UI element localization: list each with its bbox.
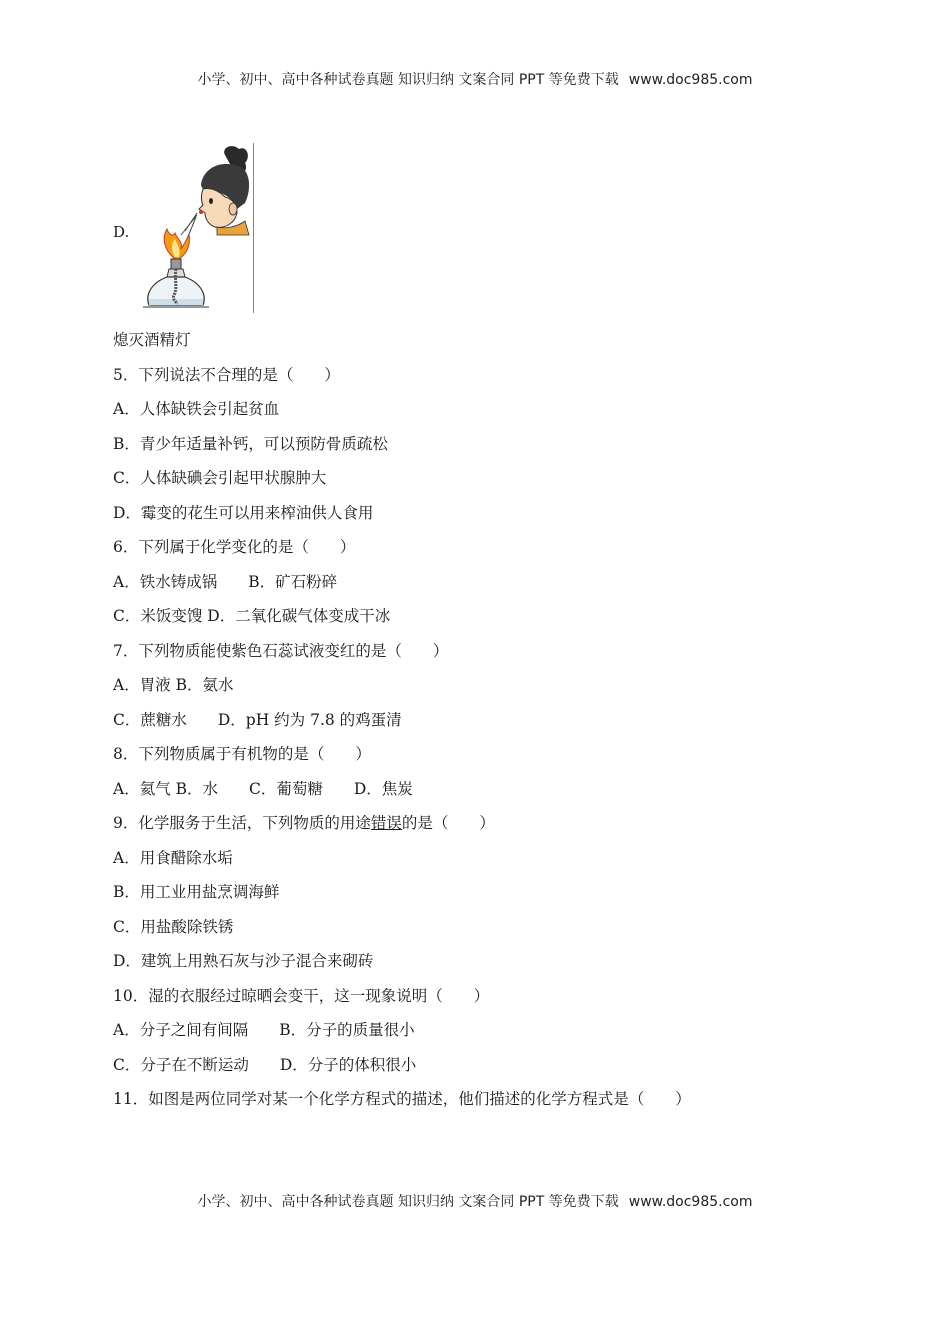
page-header [0, 69, 950, 89]
question-5-option-d: D．霉变的花生可以用来榨油供人食用 [113, 503, 374, 522]
question-9-option-b: B．用工业用盐烹调海鲜 [113, 883, 280, 901]
page-footer [0, 1191, 950, 1211]
question-5-option-c: C．人体缺碘会引起甲状腺肿大 [113, 469, 327, 487]
question-9-stem-before: 9．化学服务于生活，下列物质的用途 [113, 814, 371, 832]
question-6-options-cd: C．米饭变馊 D．二氧化碳气体变成干冰 [113, 607, 391, 625]
illustration-svg [137, 143, 253, 313]
question-6-stem: 6．下列属于化学变化的是（ ） [113, 538, 356, 556]
header-text: 小学、初中、高中各种试卷真题 知识归纳 文案合同 PPT 等免费下载 [197, 72, 619, 88]
breath-line-icon [181, 215, 197, 235]
question-10-options-ab: A．分子之间有间隔 B．分子的质量很小 [113, 1021, 415, 1039]
question-5-option-b: B．青少年适量补钙，可以预防骨质疏松 [113, 434, 388, 453]
question-9-stem-after: 的是（ ） [401, 814, 495, 832]
figure-caption: 熄灭酒精灯 [113, 331, 191, 349]
question-9-option-c: C．用盐酸除铁锈 [113, 917, 234, 936]
question-content [113, 328, 913, 1122]
question-8-options: A．氦气 B．水 C．葡萄糖 D．焦炭 [113, 779, 413, 798]
question-9-stem [113, 811, 913, 846]
question-9-option-d: D．建筑上用熟石灰与沙子混合来砌砖 [113, 952, 374, 970]
ear-icon [229, 203, 237, 215]
question-6-options-ab: A．铁水铸成锅 B．矿石粉碎 [113, 572, 338, 591]
footer-text: 小学、初中、高中各种试卷真题 知识归纳 文案合同 PPT 等免费下载 [197, 1194, 619, 1210]
wick-holder-icon [171, 259, 181, 269]
mouth-icon [199, 210, 203, 214]
footer-url[interactable]: www.doc985.com [628, 1194, 753, 1210]
option-d-label: D. [113, 223, 130, 241]
question-7-options-ab: A．胃液 B．氨水 [113, 676, 234, 694]
question-8-stem: 8．下列物质属于有机物的是（ ） [113, 745, 371, 763]
question-5-stem: 5．下列说法不合理的是（ ） [113, 365, 340, 384]
question-5-option-a: A．人体缺铁会引起贫血 [113, 400, 280, 418]
blowing-out-alcohol-lamp-illustration [137, 143, 254, 313]
eye-icon [209, 198, 213, 204]
question-7-stem: 7．下列物质能使紫色石蕊试液变红的是（ ） [113, 641, 449, 660]
question-7-options-cd: C．蔗糖水 D．pH 约为 7.8 的鸡蛋清 [113, 710, 402, 729]
header-url[interactable]: www.doc985.com [628, 72, 753, 88]
question-10-stem: 10．湿的衣服经过晾晒会变干，这一现象说明（ ） [113, 986, 490, 1005]
question-9-stem-emphasis: 错误 [370, 814, 402, 832]
question-9-option-a: A．用食醋除水垢 [113, 848, 233, 867]
question-11-stem: 11．如图是两位同学对某一个化学方程式的描述，他们描述的化学方程式是（ ） [113, 1090, 691, 1108]
question-10-options-cd: C．分子在不断运动 D．分子的体积很小 [113, 1055, 417, 1074]
